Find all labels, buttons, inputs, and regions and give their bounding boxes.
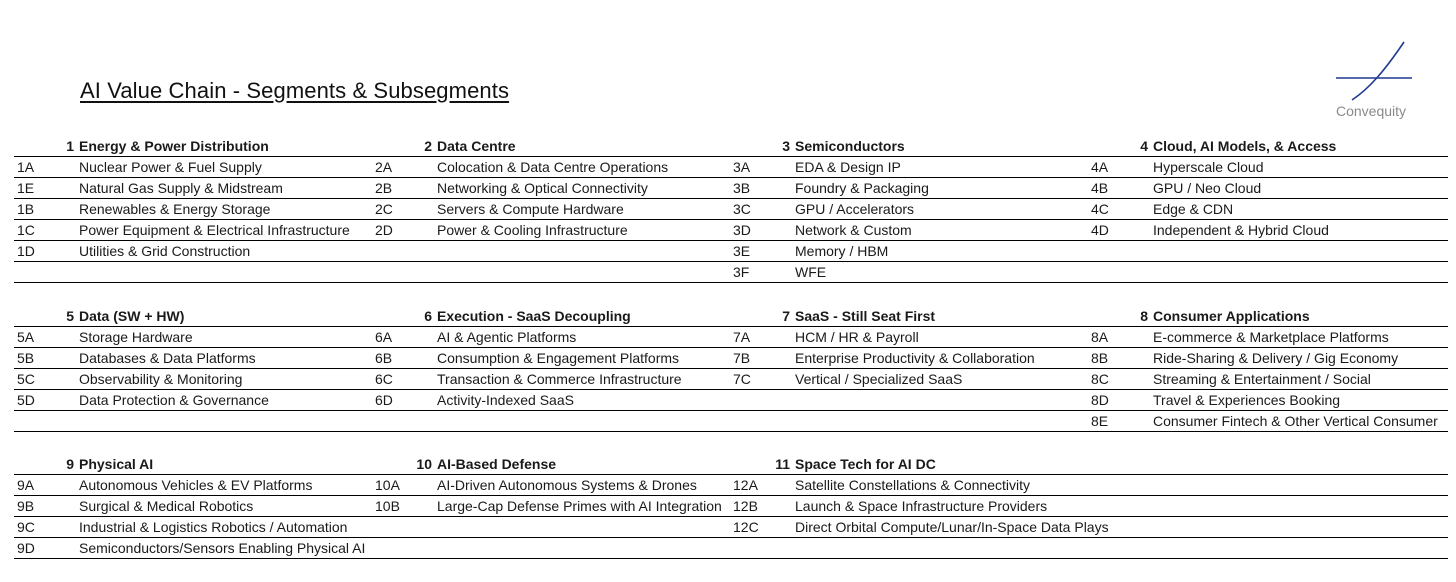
subsegment-code: 1D [17,243,35,259]
subsegment-code: 4B [1091,180,1109,196]
subsegment-label: HCM / HR & Payroll [795,329,919,345]
subsegment-label: Streaming & Entertainment / Social [1153,371,1371,387]
segment-header-row [14,455,1448,475]
subsegment-label: Observability & Monitoring [79,371,243,387]
segment-number: 8 [1140,308,1148,324]
subsegment-label: Storage Hardware [79,329,193,345]
subsegment-label: Large-Cap Defense Primes with AI Integration [437,498,722,514]
subsegment-label: Consumer Fintech & Other Vertical Consumer [1153,413,1438,429]
subsegment-label: GPU / Neo Cloud [1153,180,1262,196]
subsegment-row [14,199,1448,220]
subsegment-code: 2D [375,222,393,238]
subsegment-label: WFE [795,264,827,280]
segment-title: Cloud, AI Models, & Access [1153,138,1337,154]
subsegment-code: 2B [375,180,393,196]
subsegment-label: Renewables & Energy Storage [79,201,271,217]
segment-number: 5 [66,308,74,324]
subsegment-label: GPU / Accelerators [795,201,915,217]
subsegment-label: Data Protection & Governance [79,392,269,408]
subsegment-label: Ride-Sharing & Delivery / Gig Economy [1153,350,1399,366]
subsegment-code: 3F [733,264,750,280]
subsegment-code: 5C [17,371,35,387]
subsegment-label: Colocation & Data Centre Operations [437,159,669,175]
subsegment-row [14,538,1448,559]
subsegment-code [1091,241,1141,261]
segment-number: 3 [782,138,790,154]
segment-number: 1 [66,138,74,154]
subsegment-code: 4C [1091,201,1109,217]
subsegment-label: Power & Cooling Infrastructure [437,222,628,238]
subsegment-code: 8D [1091,392,1109,408]
subsegment-code: 6B [375,350,393,366]
subsegment-code: 7A [733,329,751,345]
subsegment-code [375,241,425,261]
subsegment-label: Direct Orbital Compute/Lunar/In-Space Data Plays [795,519,1109,535]
segment-header-row [14,137,1448,157]
subsegment-code: 6A [375,329,393,345]
subsegment-label: Nuclear Power & Fuel Supply [79,159,262,175]
subsegment-code [733,538,783,558]
subsegment-code: 5B [17,350,35,366]
subsegment-label: Enterprise Productivity & Collaboration [795,350,1035,366]
subsegment-code: 5A [17,329,35,345]
subsegment-row [14,220,1448,241]
subsegment-code: 12C [733,519,759,535]
subsegment-code [1091,517,1141,537]
subsegment-label: Travel & Experiences Booking [1153,392,1341,408]
subsegment-label: Natural Gas Supply & Midstream [79,180,283,196]
subsegment-label: Launch & Space Infrastructure Providers [795,498,1048,514]
segment-title: Consumer Applications [1153,308,1310,324]
subsegment-label: Industrial & Logistics Robotics / Automation [79,519,348,535]
subsegment-code: 2A [375,159,393,175]
subsegment-code: 10B [375,498,400,514]
subsegment-row [14,327,1448,348]
subsegment-code: 2C [375,201,393,217]
subsegment-code: 3D [733,222,751,238]
subsegment-label: AI & Agentic Platforms [437,329,577,345]
subsegment-label: Network & Custom [795,222,912,238]
segment-title: Data (SW + HW) [79,308,185,324]
segment-title: Data Centre [437,138,516,154]
segment-title: Semiconductors [795,138,905,154]
subsegment-code [17,411,67,431]
subsegment-code: 6C [375,371,393,387]
subsegment-row [14,517,1448,538]
page-title: AI Value Chain - Segments & Subsegments [80,78,510,103]
subsegment-code [1091,496,1141,516]
subsegment-code [375,517,425,537]
subsegment-code [17,262,67,282]
subsegment-label: E-commerce & Marketplace Platforms [1153,329,1389,345]
subsegment-code [375,262,425,282]
segment-number: 10 [416,456,432,472]
subsegment-code: 7C [733,371,751,387]
subsegment-code: 9A [17,477,35,493]
subsegment-label: Autonomous Vehicles & EV Platforms [79,477,313,493]
subsegment-row [14,241,1448,262]
subsegment-code [1091,262,1141,282]
subsegment-code: 8E [1091,413,1109,429]
subsegment-code: 1E [17,180,35,196]
subsegment-label: EDA & Design IP [795,159,901,175]
segment-title: AI-Based Defense [437,456,557,472]
segment-block [14,307,1448,432]
subsegment-code: 5D [17,392,35,408]
subsegment-label: Memory / HBM [795,243,889,259]
subsegment-label: Activity-Indexed SaaS [437,392,574,408]
subsegment-code: 3C [733,201,751,217]
subsegment-label: Surgical & Medical Robotics [79,498,254,514]
subsegment-label: Semiconductors/Sensors Enabling Physical AI [79,540,366,556]
subsegment-row [14,157,1448,178]
subsegment-code: 9B [17,498,35,514]
segment-block [14,137,1448,283]
subsegment-code: 4A [1091,159,1109,175]
subsegment-code [1091,475,1141,495]
subsegment-code: 12A [733,477,758,493]
subsegment-code: 6D [375,392,393,408]
subsegment-row [14,369,1448,390]
segment-number: 4 [1140,138,1148,154]
subsegment-label: Transaction & Commerce Infrastructure [437,371,682,387]
segment-title: Energy & Power Distribution [79,138,269,154]
subsegment-row [14,178,1448,199]
subsegment-code: 8C [1091,371,1109,387]
subsegment-code: 4D [1091,222,1109,238]
subsegment-label: Power Equipment & Electrical Infrastructure [79,222,350,238]
subsegment-label: Consumption & Engagement Platforms [437,350,680,366]
subsegment-code: 9C [17,519,35,535]
segment-title: SaaS - Still Seat First [795,308,936,324]
subsegment-row [14,262,1448,283]
subsegment-label: Independent & Hybrid Cloud [1153,222,1329,238]
subsegment-code: 10A [375,477,400,493]
segment-number: 7 [782,308,790,324]
subsegment-label: AI-Driven Autonomous Systems & Drones [437,477,697,493]
segment-header-row [14,307,1448,327]
subsegment-code: 3A [733,159,751,175]
subsegment-code: 1A [17,159,35,175]
subsegment-label: Databases & Data Platforms [79,350,256,366]
subsegment-label: Satellite Constellations & Connectivity [795,477,1031,493]
subsegment-code [1091,538,1141,558]
subsegment-code [733,411,783,431]
segment-block [14,455,1448,559]
subsegment-row [14,411,1448,432]
segment-number: 6 [424,308,432,324]
subsegment-label: Hyperscale Cloud [1153,159,1264,175]
subsegment-label: Servers & Compute Hardware [437,201,624,217]
segment-number [1088,455,1148,474]
segment-title: Space Tech for AI DC [795,456,936,472]
subsegment-code: 1C [17,222,35,238]
segment-title: Execution - SaaS Decoupling [437,308,631,324]
subsegment-code: 12B [733,498,758,514]
subsegment-code: 8B [1091,350,1109,366]
subsegment-code: 3B [733,180,751,196]
subsegment-label: Edge & CDN [1153,201,1234,217]
subsegment-code [733,390,783,410]
subsegment-label: Networking & Optical Connectivity [437,180,648,196]
subsegment-label: Utilities & Grid Construction [79,243,251,259]
subsegment-code: 8A [1091,329,1109,345]
subsegment-row [14,496,1448,517]
segment-number: 9 [66,456,74,472]
subsegment-code: 9D [17,540,35,556]
subsegment-code [375,538,425,558]
segment-number: 2 [424,138,432,154]
segment-title: Physical AI [79,456,154,472]
logo-wordmark: Convequity [1336,103,1407,119]
subsegment-label: Foundry & Packaging [795,180,929,196]
subsegment-row [14,390,1448,411]
subsegment-code [375,411,425,431]
subsegment-code: 7B [733,350,751,366]
subsegment-code: 3E [733,243,751,259]
segment-number: 11 [775,456,790,472]
subsegment-code: 1B [17,201,35,217]
subsegment-row [14,475,1448,496]
subsegment-label: Vertical / Specialized SaaS [795,371,963,387]
subsegment-row [14,348,1448,369]
